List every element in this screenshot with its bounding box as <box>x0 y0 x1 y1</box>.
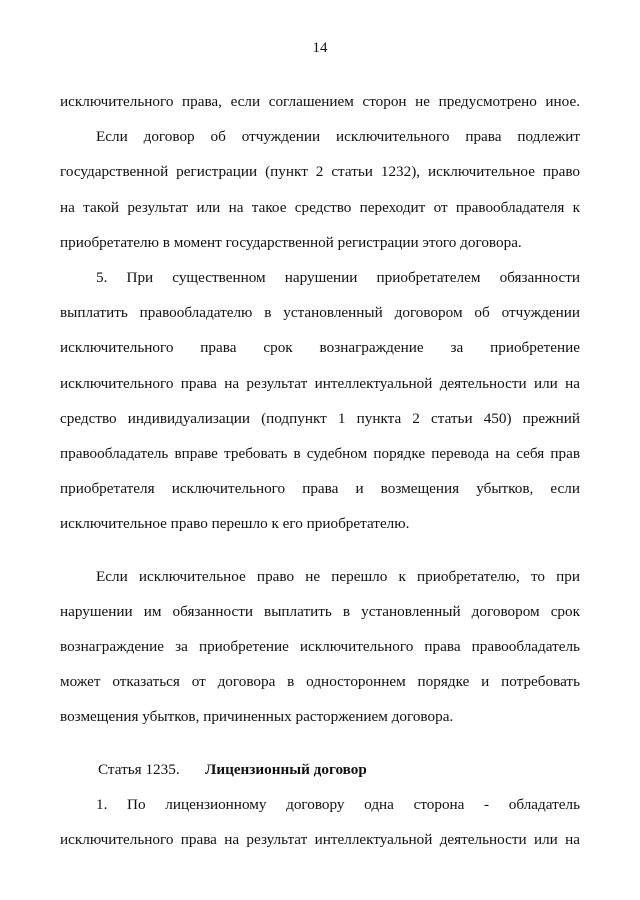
text-line: исключительного права, если соглашением сторон не предусмотрено иное. <box>60 93 580 110</box>
text-line: выплатить правообладателю в установленный договором об отчуждении <box>60 304 580 322</box>
paragraph-2 <box>60 260 580 542</box>
paragraph-spacer <box>60 542 580 559</box>
text-line: исключительного права на результат интеллектуальной деятельности или на <box>60 374 580 392</box>
paragraph-spacer <box>60 735 580 752</box>
text-line: государственной регистрации (пункт 2 статьи 1232), исключительное право <box>60 163 580 181</box>
text-line: нарушении им обязанности выплатить в установленный договором срок <box>60 602 580 620</box>
text-line: на такой результат или на такое средство переходит от правообладателя к <box>60 198 580 216</box>
article-heading <box>60 752 580 787</box>
text-line: Если договор об отчуждении исключительного права подлежит <box>96 128 580 146</box>
text-line: 1. По лицензионному договору одна сторона - обладатель <box>96 795 580 813</box>
paragraph-1 <box>60 84 580 260</box>
text-line: исключительное право перешло к его приобретателю. <box>60 515 410 533</box>
article-number: Статья 1235. <box>98 760 180 778</box>
document-body <box>60 84 580 857</box>
text-line: 5. При существенном нарушении приобретателем обязанности <box>96 269 580 287</box>
text-line: приобретателя исключительного права и возмещения убытков, если <box>60 480 580 498</box>
text-line: возмещения убытков, причиненных расторжением договора. <box>60 708 454 726</box>
text-line: средство индивидуализации (подпункт 1 пункта 2 статьи 450) прежний <box>60 409 580 427</box>
paragraph-4 <box>60 787 580 857</box>
text-line: правообладатель вправе требовать в судебном порядке перевода на себя прав <box>60 445 580 463</box>
text-line: приобретателю в момент государственной регистрации этого договора. <box>60 233 522 251</box>
text-line: Если исключительное право не перешло к приобретателю, то при <box>96 567 580 585</box>
page-number: 14 <box>312 40 328 56</box>
text-line: вознаграждение за приобретение исключительного права правообладатель <box>60 638 580 656</box>
paragraph-3 <box>60 559 580 735</box>
article-title: Лицензионный договор <box>205 760 367 778</box>
text-line: исключительного права срок вознаграждение за приобретение <box>60 339 580 357</box>
text-line: может отказаться от договора в одностороннем порядке и потребовать <box>60 673 580 691</box>
text-line: исключительного права на результат интеллектуальной деятельности или на <box>60 831 580 849</box>
